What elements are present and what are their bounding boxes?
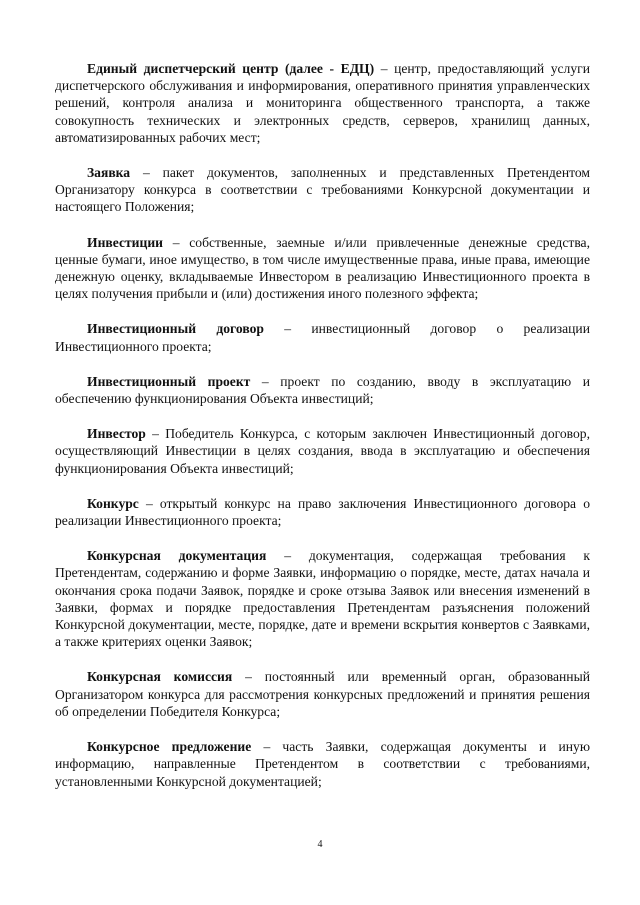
definition-contest-commission (55, 668, 590, 720)
definition-text: – центр, предоставляющий услуги диспетчерского обслуживания и информирования, оперативного принятия управленческих решений, контроля анализа и мониторинга общественного транспорта, а также совокупность технических и электронных средств, серверов, хранилищ данных, автоматизированных рабочих мест; (55, 61, 590, 145)
definition-term: Заявка (87, 165, 131, 181)
definition-term: Единый диспетчерский центр (далее - ЕДЦ) (87, 61, 375, 76)
definition-text: – пакет документов, заполненных и представленных Претендентом Организатору конкурса в соответствии с требованиями Конкурсной документации и настоящего Положения; (55, 165, 590, 215)
definition-text: – документация, содержащая требования к Претендентам, содержанию и форме Заявки, информацию о порядке, месте, датах начала и окончания срока подачи Заявок, порядке и сроке отзыва Заявок или внесения изменений в Заявки, формах и порядке предоставления Претендентам разъяснения положений Конкурсной документации, месте, порядке, дате и времени вскрытия конвертов с Заявками, а также критериях оценки Заявок; (55, 548, 591, 650)
page-number: 4 (317, 839, 323, 850)
definition-text: – инвестиционный договор о реализации Инвестиционного проекта; (55, 321, 590, 354)
definition-text: – часть Заявки, содержащая документы и иную информацию, направленные Претендентом в соответствии с требованиями, установленными Конкурсной документацией; (55, 739, 590, 789)
definition-contest (55, 495, 590, 529)
definition-text: – проект по созданию, вводу в эксплуатацию и обеспечению функционирования Объекта инвестиций; (55, 373, 590, 407)
definition-investor (55, 425, 590, 477)
definition-investment-project (55, 373, 590, 407)
definition-text: – постоянный или временный орган, образованный Организатором конкурса для рассмотрения конкурсных предложений и принятия решения об определении Победителя Конкурса; (55, 669, 590, 719)
definition-investment-agreement (55, 320, 590, 354)
definition-term: Конкурс (87, 495, 139, 511)
definition-term: Конкурсное предложение (87, 739, 252, 755)
definition-application (55, 164, 590, 216)
definition-term: Инвестиционный проект (87, 373, 251, 389)
definition-term: Конкурсная комиссия (87, 669, 233, 685)
definition-term: Конкурсная документация (87, 548, 267, 564)
definition-term: Инвестиционный договор (87, 321, 264, 337)
definition-term: Инвестиции (87, 234, 163, 250)
definition-text: – Победитель Конкурса, с которым заключен Инвестиционный договор, осуществляющий Инвестиции в целях создания, ввода в эксплуатацию и обеспечения функционирования Объекта инвестиций; (55, 426, 590, 476)
definition-investments (55, 234, 590, 303)
definition-text: – собственные, заемные и/или привлеченные денежные средства, ценные бумаги, иное имущество, в том числе имущественные права, иные права, имеющие денежную оценку, вкладываемые Инвестором в реализацию Инвестиционного проекта в целях получения прибыли и (или) достижения иного полезного эффекта; (55, 234, 590, 302)
definition-text: – открытый конкурс на право заключения Инвестиционного договора о реализации Инвестиционного проекта; (55, 495, 590, 529)
definition-term: Инвестор (87, 426, 146, 442)
definition-contest-documentation (55, 547, 590, 650)
definition-edc (55, 60, 590, 146)
definition-contest-proposal (55, 738, 590, 790)
